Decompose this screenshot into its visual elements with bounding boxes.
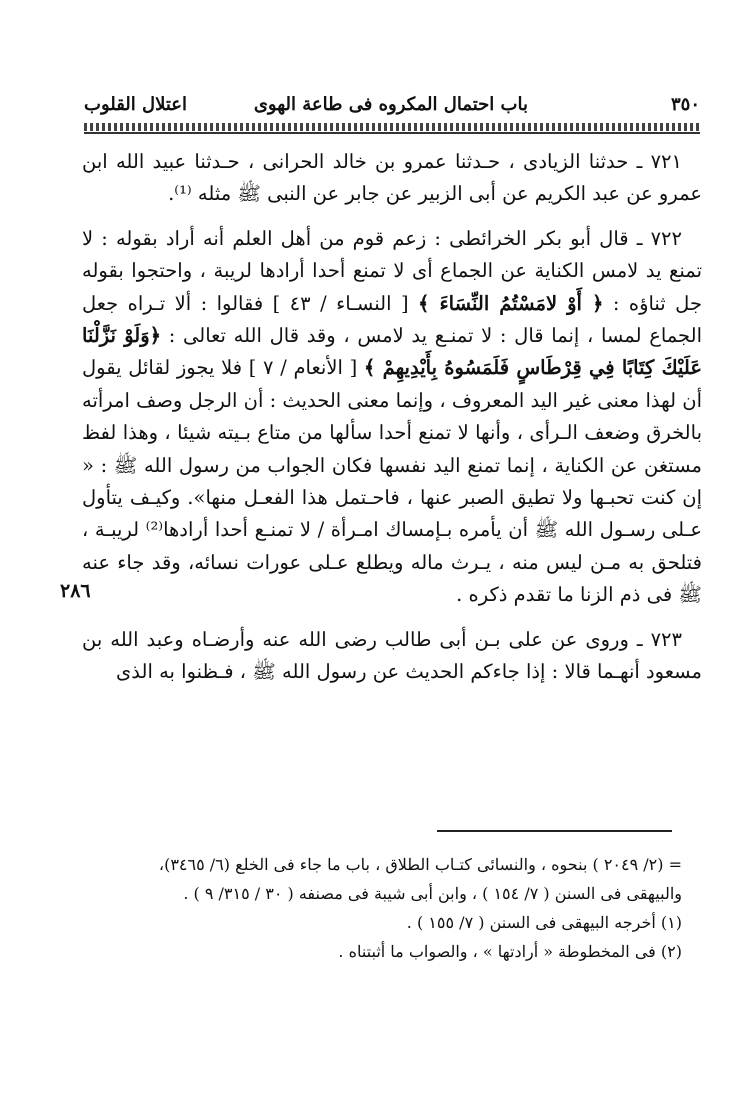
footnote-continued-2: والبيهقى فى السنن ( ٧/ ١٥٤ ) ، وابن أبى شيبة فى مصنفه ( ٣٠ / ٣١٥/ ٩ ) . bbox=[183, 884, 682, 903]
chapter-title: باب احتمال المكروه فى طاعة الهوى bbox=[253, 94, 528, 115]
footnote-2: (٢) فى المخطوطة « أرادتها » ، والصواب ما أثبتناه . bbox=[338, 942, 682, 961]
running-header bbox=[84, 92, 700, 122]
footnote-continued: = (٢/ ٢٠٤٩ ) بنحوه ، والنسائى كتـاب الطلاق ، باب ما جاء فى الخلع (٦/ ٣٤٦٥)، bbox=[158, 855, 682, 874]
page-number: ٣٥٠ bbox=[670, 94, 700, 115]
main-text bbox=[82, 146, 702, 701]
paragraph-722 bbox=[82, 223, 702, 612]
paragraph-721: ٧٢١ ـ حدثنا الزيادى ، حـدثنا عمرو بن خالد الحرانى ، حـدثنا عبيد الله ابن عمرو عن عبد الكريم عن أبى الزبير عن جابر عن النبى ﷺ مثله ⁽¹⁾. bbox=[82, 150, 702, 206]
quran-verse-anam: ﴿وَلَوْ نَزَّلْنَا عَلَيْكَ كِتَابًا فِي قِرْطَاسٍ فَلَمَسُوهُ بِأَيْدِيهِمْ ﴾ bbox=[82, 324, 702, 380]
footnote-rule bbox=[437, 830, 672, 832]
quran-verse-nisa: ﴿ أَوْ لامَسْتُمُ النِّسَاءَ ﴾ bbox=[418, 291, 604, 315]
paragraph-723: ٧٢٣ ـ وروى عن على بـن أبى طالب رضى الله عنه وأرضـاه وعبد الله بن مسعود أنهـما قالا : إذا جاءكم الحديث عن رسول الله ﷺ ، فـظنوا به الذى bbox=[82, 627, 702, 684]
paragraph-722-part-c: [ الأنعام / ٧ ] فلا يجوز لقائل يقول أن لهذا معنى غير اليد المعروف ، وإنما معنى الحديث : أن الرجل وصف امرأته بالخرق وضعف الـرأى ، وأنها لا تمنع أحدا سألها من متاع بـيته شيئا ، وهذا لفظ مستغن عن الكناية ، إنما تمنع اليد نفسها فكان الجواب من رسول الله ﷺ : « إن كنت تحبـها ولا تطيق الصبر عنها ، فاحـتمل هذا الفعـل منها». وكيـف يتأول عـلى رسـول الله ﷺ أن يأمره بـإمساك امـرأة / لا تمنـع أحدا أرادها⁽²⁾ لريبـة ، فتلحق به مـن ليس منه ، يـرث ماله ويطلع عـلى عورات نسائه، وقد جاء عنه ﷺ فى ذم الزنا ما تقدم ذكره . bbox=[82, 356, 702, 607]
book-title: اعتلال القلوب bbox=[84, 94, 188, 115]
paragraph-722-part-a: ٧٢٢ ـ قال أبو بكر الخرائطى : زعم قوم من أهل العلم أنه أراد بقوله : لا تمنع يد لامس الكناية عن الجماع أى لا تمنع أحدا أرادها لريبة ، واحتجوا بقوله جل ثناؤه : bbox=[82, 226, 702, 315]
header-rule bbox=[84, 132, 700, 134]
footnotes bbox=[82, 850, 702, 966]
manuscript-folio-marker: ٢٨٦ bbox=[60, 580, 91, 602]
footnote-1: (١) أخرجه البيهقى فى السنن ( ٧/ ١٥٥ ) . bbox=[406, 913, 682, 932]
paragraph-722-part-b: [ النسـاء / ٤٣ ] فقالوا : ألا تـراه جعل الجماع لمسا ، إنما قال : لا تمنـع يد لامس ، وقد قال الله تعالى : bbox=[82, 291, 702, 348]
header-ornament-rule bbox=[84, 123, 700, 131]
